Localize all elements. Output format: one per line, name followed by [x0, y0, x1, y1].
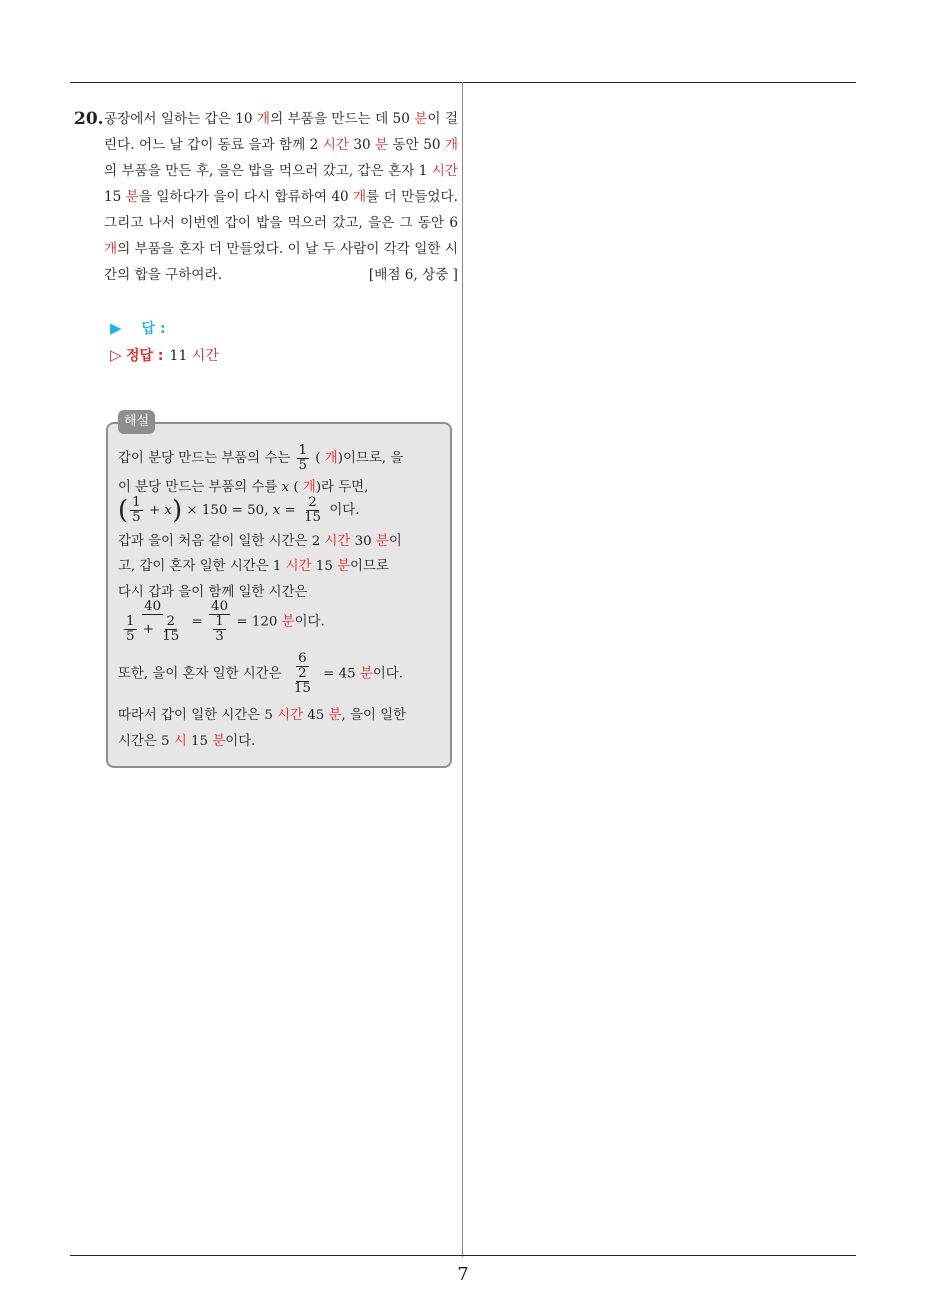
solution-line-10: 시간은 5 시 15 분이다.: [118, 734, 256, 749]
answer-line: [110, 318, 166, 338]
solution-line-7: 40 $\frac{1}{5}$ + $\frac{2}{15}$ = $\frac{40}{\frac{1}{3}}$ = 120 분이다.: [118, 600, 325, 644]
solution-line-9: 따라서 갑이 일한 시간은 5 시간 45 분, 을이 일한: [118, 708, 407, 723]
complex-fraction: $\frac{6}{\frac{2}{15}}$: [293, 651, 311, 696]
answer-marker-icon: ▶: [110, 319, 122, 337]
correct-label: 정답 :: [126, 348, 164, 364]
solution-line-3: ( $\frac{1}{5}$ + x) × 150 = 50, x = $\frac{2}{15}$ 이다.: [118, 495, 360, 526]
problem-20: [74, 106, 458, 288]
complex-fraction: 40 $\frac{1}{5}$ + $\frac{2}{15}$: [126, 599, 180, 644]
page-number: 7: [457, 1264, 469, 1285]
solution-line-4: 갑과 을이 처음 같이 일한 시간은 2 시간 30 분이: [118, 534, 402, 549]
solution-line-5: 고, 갑이 혼자 일한 시간은 1 시간 15 분이므로: [118, 559, 389, 574]
solution-line-2: 이 분당 만드는 부품의 수를 x ( 개)라 두면,: [118, 480, 369, 495]
problem-number: 20.: [74, 109, 104, 129]
points-label: [배점 6, 상중 ]: [368, 267, 458, 283]
solution-line-1: 갑이 분당 만드는 부품의 수는 $\frac{1}{5}$ ( 개)이므로, 을: [118, 443, 404, 473]
correct-marker-icon: ▷: [110, 346, 122, 364]
correct-answer-line: [110, 345, 219, 365]
problem-text: 공장에서 일하는 갑은 10 개의 부품을 만드는 데 50 분이 걸린다. 어느 날 갑이 동료 을과 함께 2 시간 30 분 동안 50 개의 부품을 만든 후, 을은 밥을 먹으러 갔고, 갑은 혼자 1 시간 15 분을 일하다가 을이 다시 합류하여 40 개를 더 만들었다. 그리고 나서 이번엔 갑이 밥을 먹으러 갔고, 을은 그 동안 6 개의 부품을 혼자 더 만들었다. 이 날 두 사람이 각각 일한 시간의 합을 구하여라. [배점 6, 상중 ]: [104, 106, 458, 288]
footer-rule: [70, 1255, 856, 1256]
solution-tab: 해설: [118, 410, 155, 434]
answer-label: 답 :: [141, 321, 166, 337]
fraction: $\frac{1}{5}$: [132, 495, 141, 525]
solution-line-6: 다시 갑과 을이 함께 일한 시간은: [118, 585, 308, 600]
solution-line-8: 또한, 을이 혼자 일한 시간은 $\frac{6}{\frac{2}{15}}$ = 45 분이다.: [118, 651, 403, 696]
fraction: $\frac{2}{15}$: [304, 495, 322, 525]
column-divider: [462, 82, 463, 1257]
header-rule: [70, 82, 856, 83]
correct-value: 11: [169, 348, 192, 364]
fraction: $\frac{1}{5}$: [298, 443, 308, 473]
complex-fraction: $\frac{40}{\frac{1}{3}}$: [211, 599, 229, 644]
correct-unit: 시간: [191, 348, 219, 364]
